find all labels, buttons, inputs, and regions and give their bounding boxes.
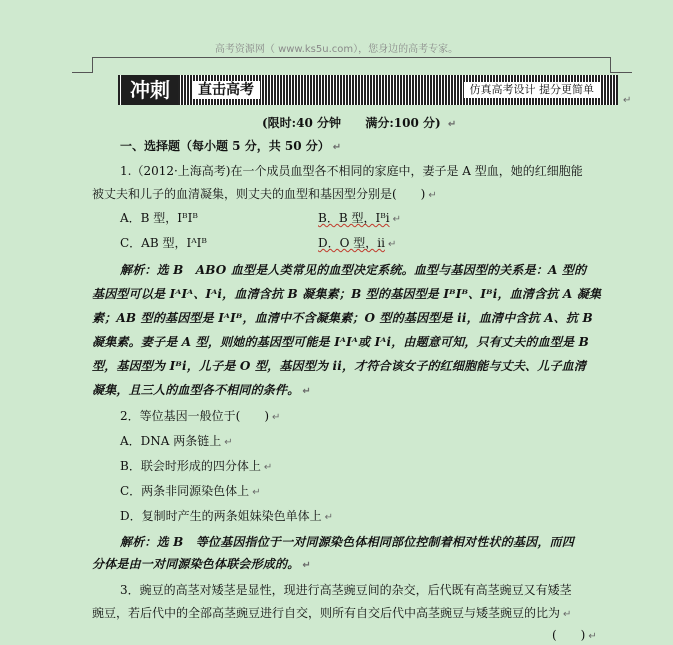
q3-stem-line2-text: 豌豆，若后代中的全部高茎豌豆进行自交，则所有自交后代中高茎豌豆与矮茎豌豆的比为 bbox=[92, 606, 561, 620]
header-rule bbox=[92, 57, 610, 58]
paragraph-mark-icon: ↵ bbox=[332, 142, 342, 153]
q1-answer-line2: 基因型可以是 IᴬIᴬ、Iᴬi，血清含抗 B 凝集素；B 型的基因型是 IᴮIᴮ、Iᴮi，血清含抗 A 凝集 bbox=[92, 287, 602, 301]
q1-option-c: C．AB 型，IᴬIᴮ bbox=[120, 236, 207, 250]
banner-right-text: 仿真高考设计 提分更简单 bbox=[464, 82, 601, 98]
paragraph-mark-icon: ↵ bbox=[324, 512, 334, 523]
banner-title-sub: 直击高考 bbox=[192, 81, 260, 99]
q2-answer-line2-text: 分体是由一对同源染色体联会形成的。 bbox=[92, 557, 300, 571]
paragraph-mark-icon: ↵ bbox=[563, 609, 572, 620]
q1-stem-line2-text: 被丈夫和儿子的血清凝集，则丈夫的血型和基因型分别是( ) bbox=[92, 187, 426, 201]
q2-answer-line2 bbox=[92, 556, 311, 574]
q2-option-d-text: D．复制时产生的两条姐妹染色单体上 bbox=[120, 509, 322, 523]
q2-option-b bbox=[120, 458, 272, 476]
paragraph-mark-icon: ↵ bbox=[252, 487, 261, 498]
header-corner-right-h bbox=[610, 72, 632, 73]
q2-option-b-text: B．联会时形成的四分体上 bbox=[120, 459, 261, 473]
q2-option-d bbox=[120, 508, 333, 526]
q2-stem bbox=[120, 408, 280, 426]
paragraph-mark-icon: ↵ bbox=[447, 119, 457, 130]
header-corner-left-h bbox=[72, 72, 93, 73]
header-corner-left bbox=[92, 57, 93, 73]
paragraph-mark-icon: ↵ bbox=[224, 437, 233, 448]
q1-answer-line5: 型，基因型为 Iᴮi，儿子是 O 型，基因型为 ii，才符合该女子的红细胞能与丈夫、儿子血清 bbox=[92, 359, 587, 373]
q1-answer-line6 bbox=[92, 382, 311, 400]
paragraph-mark-icon: ↵ bbox=[263, 462, 273, 473]
q2-option-a-text: A．DNA 两条链上 bbox=[120, 434, 222, 448]
paragraph-mark-icon: ↵ bbox=[588, 631, 597, 642]
section-title-text: 一、选择题（每小题 5 分，共 50 分） bbox=[120, 139, 330, 153]
q1-stem-line1: 1.（2012·上海高考)在一个成员血型各不相同的家庭中，妻子是 A 型血，她的红细胞能 bbox=[120, 164, 583, 178]
paragraph-mark-icon: ↵ bbox=[623, 95, 632, 106]
q1-option-d-text: D．O 型，ii bbox=[318, 236, 385, 250]
q3-answer-blank bbox=[552, 627, 597, 645]
full-score: 满分:100 分) bbox=[365, 116, 441, 130]
q3-stem-line1: 3．豌豆的高茎对矮茎是显性，现进行高茎豌豆间的杂交，后代既有高茎豌豆又有矮茎 bbox=[120, 583, 572, 597]
q1-option-b bbox=[318, 210, 401, 228]
paragraph-mark-icon: ↵ bbox=[428, 190, 437, 201]
q1-answer-line3: 素；AB 型的基因型是 IᴬIᴮ，血清中不含凝集素；O 型的基因型是 ii，血清中含抗 A、抗 B bbox=[92, 311, 593, 325]
q1-stem-line2 bbox=[92, 186, 437, 204]
section-title bbox=[120, 138, 341, 156]
q3-stem-line2 bbox=[92, 605, 571, 623]
q1-answer-line4: 凝集素。妻子是 A 型，则她的基因型可能是 IᴬIᴬ或 Iᴬi，由题意可知，只有丈夫的血型是 B bbox=[92, 335, 589, 349]
paragraph-mark-icon: ↵ bbox=[302, 560, 311, 571]
q2-option-c-text: C．两条非同源染色体上 bbox=[120, 484, 250, 498]
banner-title-main: 冲刺 bbox=[122, 75, 178, 105]
paragraph-mark-icon: ↵ bbox=[302, 386, 311, 397]
time-limit: (限时:40 分钟 bbox=[262, 116, 341, 130]
time-score-line bbox=[262, 115, 456, 133]
q2-stem-text: 2．等位基因一般位于( ) bbox=[120, 409, 269, 423]
page-header-text: 高考资源网（ www.ks5u.com），您身边的高考专家。 bbox=[214, 44, 459, 55]
header-corner-right bbox=[610, 57, 611, 73]
q2-option-a bbox=[120, 433, 233, 451]
q1-answer-line6-text: 凝集，且三人的血型各不相同的条件。 bbox=[92, 383, 300, 397]
q3-answer-blank-text: ( ) bbox=[552, 628, 586, 642]
paragraph-mark-icon: ↵ bbox=[387, 239, 397, 250]
q2-answer-line1: 解析：选 B 等位基因指位于一对同源染色体相同部位控制着相对性状的基因，而四 bbox=[120, 535, 574, 549]
q1-option-d bbox=[318, 235, 396, 253]
q1-option-a: A．B 型，IᴮIᴮ bbox=[120, 211, 198, 225]
q1-option-b-text: B．B 型，Iᴮi bbox=[318, 211, 390, 225]
section-banner bbox=[118, 75, 618, 105]
q1-answer-line1: 解析：选 B ABO 血型是人类常见的血型决定系统。血型与基因型的关系是：A 型的 bbox=[120, 263, 587, 277]
paragraph-mark-icon: ↵ bbox=[392, 214, 401, 225]
q2-option-c bbox=[120, 483, 261, 501]
paragraph-mark-icon: ↵ bbox=[272, 412, 281, 423]
